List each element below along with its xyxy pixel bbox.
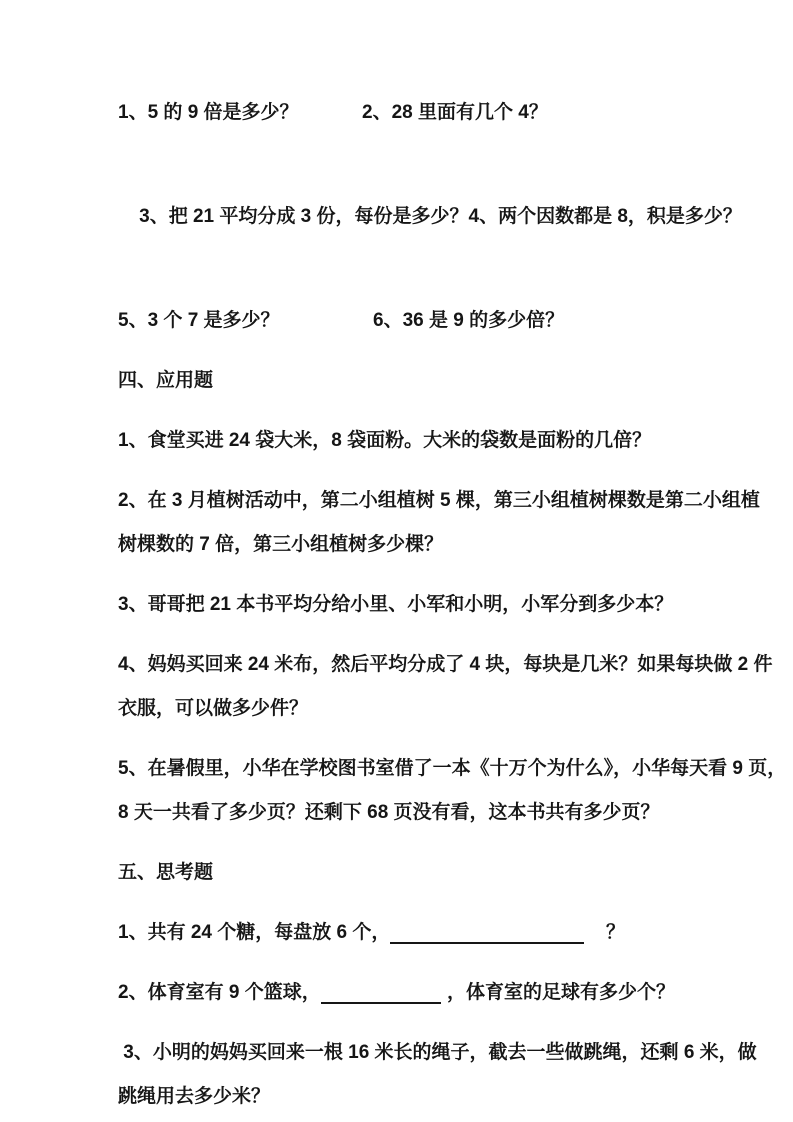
thinking-problem-text: 1、共有 24 个糖，每盘放 6 个， — [118, 922, 391, 943]
word-problem-text: 1、食堂买进 24 袋大米，8 袋面粉。大米的袋数是面粉的几倍？ — [118, 430, 652, 451]
oral-question-row — [118, 91, 675, 135]
word-problem-2 — [118, 479, 760, 567]
thinking-problem-text: 2、体育室有 9 个篮球， — [118, 982, 321, 1003]
word-problem-text: 树棵数的 7 倍，第三小组植树多少棵？ — [118, 534, 444, 555]
word-problem-text: 8 天一共看了多少页？还剩下 68 页没有看，这本书共有多少页？ — [118, 802, 660, 823]
fill-in-blank-line — [390, 942, 584, 944]
thinking-problem-3 — [118, 1031, 757, 1119]
thinking-problem-text: ？ — [605, 922, 625, 943]
thinking-problem-2 — [118, 971, 675, 1015]
thinking-problem-text: 跳绳用去多少米？ — [118, 1086, 271, 1107]
word-problem-4 — [118, 643, 773, 731]
section-heading-applied-problems: 四、应用题 — [118, 370, 214, 391]
word-problem-text: 2、在 3 月植树活动中，第二小组植树 5 棵，第三小组植树棵数是第二小组植 — [118, 490, 760, 511]
thinking-problem-1 — [118, 911, 675, 955]
word-problem-1 — [118, 419, 675, 463]
section-heading-thinking-problems: 五、思考题 — [118, 862, 214, 883]
thinking-problem-text: ，体育室的足球有多少个？ — [446, 982, 675, 1003]
fill-in-blank-line — [321, 1002, 441, 1004]
word-problem-text: 5、在暑假里，小华在学校图书室借了一本《十万个为什么》，小华每天看 9 页， — [118, 758, 787, 779]
word-problem-text: 4、妈妈买回来 24 米布，然后平均分成了 4 块，每块是几米？如果每块做 2 件 — [118, 654, 773, 675]
oral-question-5: 5、3 个 7 是多少？ — [118, 310, 280, 331]
oral-question-row — [118, 151, 742, 283]
word-problem-text: 衣服，可以做多少件？ — [118, 698, 309, 719]
thinking-problem-text: 3、小明的妈妈买回来一根 16 米长的绳子，截去一些做跳绳，还剩 6 米，做 — [118, 1042, 757, 1063]
word-problem-text: 3、哥哥把 21 本书平均分给小里、小军和小明，小军分到多少本？ — [118, 594, 674, 615]
word-problem-5 — [118, 747, 787, 835]
oral-question-1: 1、5 的 9 倍是多少？ — [118, 102, 299, 123]
oral-question-row — [118, 299, 675, 343]
oral-question-3-4: 3、把 21 平均分成 3 份，每份是多少？4、两个因数都是 8，积是多少？ — [139, 206, 742, 227]
oral-question-2: 2、28 里面有几个 4？ — [362, 102, 548, 123]
oral-question-6: 6、36 是 9 的多少倍？ — [373, 310, 565, 331]
word-problem-3 — [118, 583, 675, 627]
